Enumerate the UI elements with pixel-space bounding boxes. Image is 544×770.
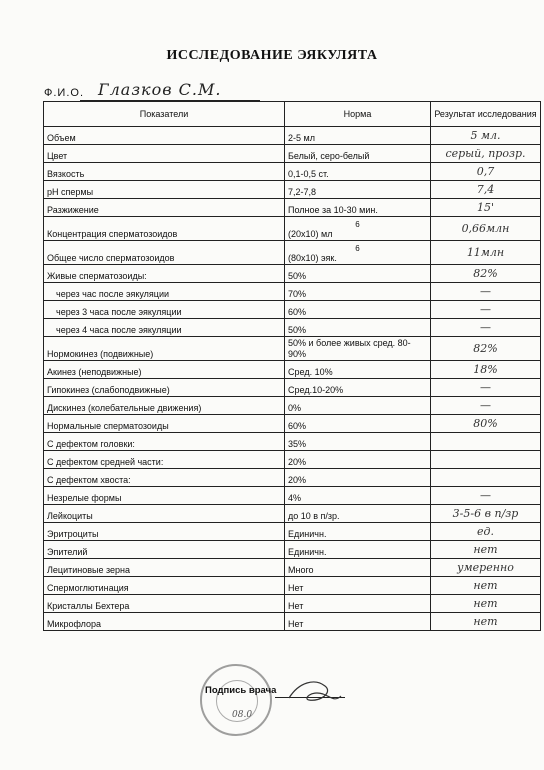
norm-cell: Нет (285, 595, 431, 613)
norm-cell: Много (285, 559, 431, 577)
table-row (44, 181, 541, 199)
norm-cell: 60% (285, 301, 431, 319)
norm-cell: Сред. 10% (285, 361, 431, 379)
indicator-cell: Кристаллы Бехтера (44, 595, 285, 613)
table-row (44, 613, 541, 631)
indicator-cell: через 4 часа после эякуляции (44, 319, 285, 337)
indicator-cell: Незрелые формы (44, 487, 285, 505)
fio-handwritten-value: Глазков С.М. (98, 80, 222, 99)
doctor-signature (285, 672, 345, 712)
indicator-cell: Лейкоциты (44, 505, 285, 523)
table-row (44, 145, 541, 163)
indicator-cell: Общее число сперматозоидов (44, 241, 285, 265)
table-row (44, 301, 541, 319)
table-row (44, 541, 541, 559)
table-row (44, 469, 541, 487)
result-cell: нет (431, 613, 541, 631)
result-cell: — (431, 319, 541, 337)
norm-cell: 70% (285, 283, 431, 301)
stamp-date: 08.0 (232, 710, 253, 720)
result-cell: 15' (431, 199, 541, 217)
norm-cell: Единичн. (285, 523, 431, 541)
norm-cell: Единичн. (285, 541, 431, 559)
result-cell: 7,4 (431, 181, 541, 199)
result-cell (431, 469, 541, 487)
norm-cell: Белый, серо-белый (285, 145, 431, 163)
indicator-cell: Разжижение (44, 199, 285, 217)
norm-cell: 4% (285, 487, 431, 505)
doctor-stamp (200, 664, 272, 736)
norm-cell: Нет (285, 613, 431, 631)
norm-exponent: 6 (355, 220, 360, 229)
table-row (44, 523, 541, 541)
table-row (44, 265, 541, 283)
indicator-cell: через 3 часа после эякуляции (44, 301, 285, 319)
result-cell: — (431, 379, 541, 397)
table-row (44, 283, 541, 301)
norm-cell: до 10 в п/зр. (285, 505, 431, 523)
norm-cell: Полное за 10-30 мин. (285, 199, 431, 217)
norm-cell: 60% (285, 415, 431, 433)
table-row (44, 241, 541, 265)
table-row (44, 199, 541, 217)
norm-cell: 50% (285, 265, 431, 283)
result-cell: 82% (431, 265, 541, 283)
result-cell: нет (431, 577, 541, 595)
table-row (44, 487, 541, 505)
fio-label: Ф.И.О. (44, 87, 84, 99)
indicator-cell: через час после эякуляции (44, 283, 285, 301)
result-cell: нет (431, 595, 541, 613)
indicator-cell: Спермоглютинация (44, 577, 285, 595)
norm-cell: 35% (285, 433, 431, 451)
indicator-cell: С дефектом головки: (44, 433, 285, 451)
norm-cell: 2-5 мл (285, 127, 431, 145)
table-row (44, 379, 541, 397)
norm-cell: Сред.10-20% (285, 379, 431, 397)
indicator-cell: Нормальные сперматозоиды (44, 415, 285, 433)
table-row (44, 361, 541, 379)
indicator-cell: Дискинез (колебательные движения) (44, 397, 285, 415)
table-row (44, 595, 541, 613)
result-cell: — (431, 283, 541, 301)
results-table (43, 101, 541, 631)
result-cell: нет (431, 541, 541, 559)
header-result: Результат исследования (431, 102, 541, 127)
norm-cell: 0,1-0,5 ст. (285, 163, 431, 181)
indicator-cell: Эритроциты (44, 523, 285, 541)
norm-cell: 0% (285, 397, 431, 415)
norm-cell (285, 217, 431, 241)
result-cell: 80% (431, 415, 541, 433)
table-row (44, 397, 541, 415)
result-cell: 18% (431, 361, 541, 379)
table-header-row (44, 102, 541, 127)
indicator-cell: Гипокинез (слабоподвижные) (44, 379, 285, 397)
table-row (44, 127, 541, 145)
table-row (44, 505, 541, 523)
result-cell: — (431, 301, 541, 319)
result-cell: 0,66млн (431, 217, 541, 241)
table-row (44, 559, 541, 577)
norm-cell: 7,2-7,8 (285, 181, 431, 199)
table-body (44, 127, 541, 631)
table-row (44, 217, 541, 241)
result-cell: ед. (431, 523, 541, 541)
table-row (44, 337, 541, 361)
norm-cell: 20% (285, 451, 431, 469)
result-cell: 82% (431, 337, 541, 361)
indicator-cell: Лецитиновые зерна (44, 559, 285, 577)
indicator-cell: Объем (44, 127, 285, 145)
indicator-cell: Цвет (44, 145, 285, 163)
indicator-cell: С дефектом хвоста: (44, 469, 285, 487)
result-cell: 3-5-6 в п/зр (431, 505, 541, 523)
norm-cell: 20% (285, 469, 431, 487)
header-norm: Норма (285, 102, 431, 127)
indicator-cell: Акинез (неподвижные) (44, 361, 285, 379)
result-cell: серый, прозр. (431, 145, 541, 163)
table-row (44, 319, 541, 337)
norm-cell: Нет (285, 577, 431, 595)
table-row (44, 577, 541, 595)
header-indicator: Показатели (44, 102, 285, 127)
result-cell: — (431, 397, 541, 415)
norm-value: (20х10) мл (288, 229, 333, 239)
table-row (44, 415, 541, 433)
result-cell: умеренно (431, 559, 541, 577)
indicator-cell: Концентрация сперматозоидов (44, 217, 285, 241)
indicator-cell: Микрофлора (44, 613, 285, 631)
indicator-cell: Нормокинез (подвижные) (44, 337, 285, 361)
norm-cell: 50% и более живых сред. 80-90% (285, 337, 431, 361)
norm-exponent: 6 (355, 244, 360, 253)
indicator-cell: Живые сперматозоиды: (44, 265, 285, 283)
result-cell: 11млн (431, 241, 541, 265)
result-cell (431, 451, 541, 469)
norm-cell: 50% (285, 319, 431, 337)
norm-value: (80х10) эяк. (288, 253, 337, 263)
indicator-cell: pH спермы (44, 181, 285, 199)
document-title: ИССЛЕДОВАНИЕ ЭЯКУЛЯТА (166, 48, 378, 63)
indicator-cell: С дефектом средней части: (44, 451, 285, 469)
table-row (44, 433, 541, 451)
table-row (44, 451, 541, 469)
result-cell (431, 433, 541, 451)
indicator-cell: Вязкость (44, 163, 285, 181)
norm-cell (285, 241, 431, 265)
indicator-cell: Эпителий (44, 541, 285, 559)
result-cell: 5 мл. (431, 127, 541, 145)
signature-label: Подпись врача (205, 685, 277, 696)
table-row (44, 163, 541, 181)
result-cell: — (431, 487, 541, 505)
result-cell: 0,7 (431, 163, 541, 181)
